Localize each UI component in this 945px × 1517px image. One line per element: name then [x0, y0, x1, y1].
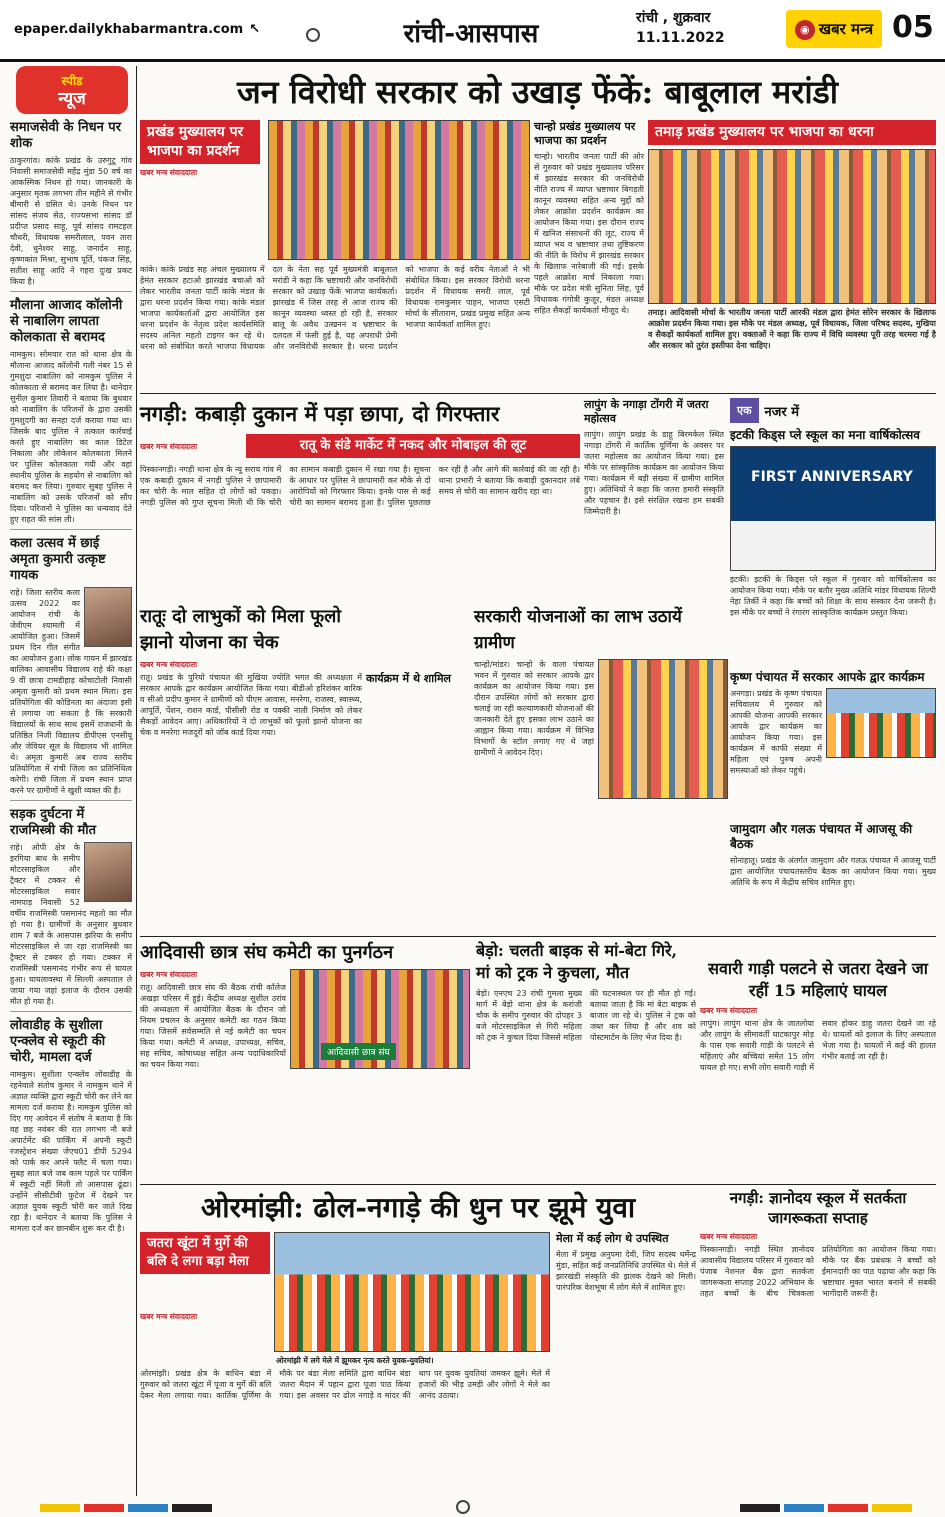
- left-story: कला उत्सव में छाई अमृता कुमारी उत्कृष्ट गायक राहे। जिला स्तरीय कला उत्सव 2022 का आयोजन रांची के जेवीएम श्यामली में आयोजित हुआ। जिसमें प्रथम दिन गीत संगीत का आयोजन हुआ। लोक गायन में झारखंड बालिका आवासीय विद्यालय राहे की कक्षा 9 वीं छात्रा टामडीहाड़ कोचाटोली निवासी अमृता कुमारी को प्रथम स्थान मिला। इस प्रतियोगिता की कोडिनता का अंदाजा इसी से लगाया जा सकता है कि सरकारी विद्यालयों के साथ साथ इसमें राजधानी के प्रतिष्ठित निजी विद्यालय डीपीएस एनसीयू और जेवियर सूल के विद्यालय भी शामिल थे। अमृता कुमारी अब राज्य स्तरीय प्रतियोगिता में रांची जिला का प्रतिनिधित्व करेगी। रांची जिला में प्रथम स्थान प्राप्त करने पर ग्रामीणों ने खुशी व्यक्त की है।: [10, 536, 132, 801]
- left-story: सड़क दुर्घटना में राजमिस्त्री की मौत राहे। ओपी क्षेत्र के इरगिया बाध के समीप मोटरसाइकिल और ट्रैक्टर में टक्कर से मोटरसाइकिल सवार नामपाड़ निवासी 52 वर्षीय राजमिस्त्री पसमानंद महतो का मौत हो गया है। ग्रामीणों के अनुसार बुधवार शाम 7 बजे के आसपास झरिया के समीप मोटरसाइकिल से जा रहा राजमिस्त्री का ट्रैक्टर से टक्कर हो गया। टक्कर में राजमिस्त्री पसमानंद गंभीर रूप से घायल हुआ। घायलावस्था में सिल्ली अस्पताल ले जाया गया जहां इलाज के दौरान उसकी मौत हो गया है।: [10, 807, 132, 1012]
- portrait-photo: [84, 842, 132, 902]
- portrait-photo: [84, 587, 132, 647]
- panchayat-photo: [826, 688, 936, 758]
- bero-story: बेड़ो: चलती बाइक से मां-बेटा गिरे, मां को ट्रक ने कुचला, मौत बेड़ो। एनएच 23 रांची गुमला मुख्य मार्ग में बेड़ो थाना क्षेत्र के करांजी चौक के समीप गुरुवार की दोपहर 3 बजे मोटरसाइकिल से गिरी महिला को ट्रक ने कुचल दिया जिससे महिला की घटनास्थल पर ही मौत हो गई। बताया जाता है कि मां बेटा बाइक से बाजार जा रहे थे। पुलिस ने ट्रक को जब्त कर लिया है और शव को पोस्टमार्टम के लिए भेज दिया है।: [476, 941, 696, 1042]
- brand-logo: ◉ खबर मन्त्र: [786, 10, 882, 48]
- registration-mark-icon: [306, 28, 320, 42]
- main-headline: जन विरोधी सरकार को उखाड़ फेंकें: बाबूलाल मरांडी: [236, 73, 839, 111]
- student-group-photo: आदिवासी छात्र संघ: [290, 969, 470, 1069]
- registration-mark-icon: [456, 1500, 470, 1514]
- sarkari-story: सरकारी योजनाओं का लाभ उठायें ग्रामीण चान्हो/मांडर। चान्हो के वाला पंचायत भवन में गुरुवार को सरकार आपके द्वार कार्यक्रम का आयोजन किया गया। इस दौरान उपस्थित लोगों को सरकार द्वारा चलाई जा रही कल्याणकारी योजनाओं की जानकारी देते हुए इसका लाभ उठाने का आह्वान किया गया। कार्यक्रम में विभिन्न विभागों के स्टॉल लगाए गए थे जहां ग्रामीणों ने आवेदन दिए।: [474, 604, 728, 934]
- left-news-column: [10, 66, 132, 1496]
- cursor-icon: ↖: [249, 22, 261, 37]
- edition-date: रांची , शुक्रवार 11.11.2022: [636, 10, 725, 46]
- brand-mark-icon: ◉: [795, 20, 815, 40]
- page-header: [0, 0, 945, 62]
- ek-nazar-column: एक नजर में इटकी किड्स प्ले स्कूल का मना वार्षिकोत्सव FIRST ANNIVERSARY इटकी। इटकी के किड्स प्ले स्कूल में गुरुवार को वार्षिकोत्सव का आयोजन किया गया। मौके पर बतौर मुख्य अतिथि मांडर विधायक शिल्पी नेहा तिर्की ने कहा कि बच्चों को शिक्षा के साथ संस्कार देना जरूरी है। इस मौके पर बच्चों ने रंगारंग सांस्कृतिक कार्यक्रम प्रस्तुत किया। कृष्ण पंचायत में सरकार आपके द्वार कार्यक्रम अनगड़ा। प्रखंड के कृष्ण पंचायत सचिवालय में गुरुवार को आपकी योजना आपकी सरकार आपके द्वार कार्यक्रम का आयोजन किया गया। इस कार्यक्रम में काफी संख्या में महिला एवं पुरुष अपनी समस्याओं को लेकर पहुंचे। जामुदाग और गलऊ पंचायत में आजसू की बैठक सोनाहातू। प्रखंड के अंतर्गत जामुदाग और गलऊ पंचायत में आजसू पार्टी द्वारा आयोजित पंचायतस्तरीय बैठक का आयोजन किया गया। मुख्य अतिथि के रूप में केंद्रीय सचिव शामिल हुए।: [730, 398, 936, 953]
- sawari-story: सवारी गाड़ी पलटने से जतरा देखने जा रहीं 15 महिलाएं घायल खबर मन्त्र संवाददाता लापुंग। लापुंग थाना क्षेत्र के जातलोया और लापुंग के सीमावर्ती घाटकापुर मोड़ के पास एक सवारी गाड़ी के पलटने से महिलाएं और बच्चियां समेत 15 लोग घायल हो गए। सभी लोग सवारी गाड़ी में सवार होकर डाहु जतरा देखने जा रहे थे। घायलों को इलाज के लिए अस्पताल भेजा गया है। घायलों में कई की हालत गंभीर बताई जा रही है।: [700, 959, 936, 1072]
- left-story: लोवाडीह के सुशीला एन्क्लेव से स्कूटी की चोरी, मामला दर्ज नामकुम। सुशीला एन्क्लेव लोवाडीह के रहनेवाले संतोष कुमार ने नामकुम थाने में अज्ञात व्यक्ति द्वारा स्कूटी चोरी कर लेने का मामला दर्ज कराया है। नामकुम पुलिस को दिए गए आवेदन में संतोष ने बताया है कि वह छह नवंबर की रात लगभग नौ बजे अपार्टमेंट की पार्किंग में अपनी स्कूटी रजस्ट्रेशन संख्या जेएच01 डीपी 5294 को पार्क कर अपने फ्लैट में चला गया। सुबह सात बजे जब काम पहले पर पार्किंग में स्कूटी नहीं मिली तो आसपास ढूंढा। उन्होंने सीसीटीवी फुटेज में देखने पर अज्ञात युवक स्कूटी चोरी कर जाते दिख रहा है। थानेदार ने बताया कि पुलिस ने मामला दर्ज कर छानबीन शुरू कर दी है।: [10, 1018, 132, 1233]
- protest-photo: [268, 120, 530, 260]
- nagri-raid-story: नगड़ी: कबाड़ी दुकान में पड़ा छापा, दो गिरफ्तार रातू के संडे मार्केट में नकद और मोबाइल की लूट खबर मन्त्र संवाददाता पिस्कानगड़ी। नगड़ी थाना क्षेत्र के न्यू सराय गांव में एक कबाड़ी दुकान में नगड़ी पुलिस ने छापामारी कर चोरी के माल सहित दो लोगों को पकड़ा। नगड़ी पुलिस को गुप्त सूचना मिली थी कि चोरी का सामान कबाड़ी दुकान में रखा गया है। सूचना के आधार पर पुलिस ने छापामारी कर मौके से दो आरोपियों को गिरफ्तार किया। इनके पास से कई चोरी का सामान बरामद हुआ है। पुलिस पूछताछ कर रही है और आगे की कार्रवाई की जा रही है। थाना प्रभारी ने बताया कि कबाड़ी दुकानदार लंबे समय से चोरी का सामान खरीद रहा था।: [140, 401, 580, 507]
- story-label: प्रखंड मुख्यालय पर भाजपा का प्रदर्शन: [140, 120, 260, 164]
- ormanjhi-story: ओरमांझी: ढोल-नगाड़े की धुन पर झूमे युवा जतरा खूंटा में मुर्गे की बलि दे लगा बड़ा मेला ओरमांझी में लगे मेले में झूमकर नृत्य करते युवक-युवतियां। खबर मन्त्र संवाददाता ओरमांझी। प्रखंड क्षेत्र के बाधिन बंडा में गुरुवार को जतरा खूंटा में पूजा व मुर्गे की बलि देकर मेला लगाया गया। कार्तिक पूर्णिमा के मौके पर बंडा मेला समिति द्वारा बाधिन बंडा जतरा मैदान में पहान द्वारा पूजा पाठ किया गया। इस अवसर पर ढोल नगाड़े व मांदर की थाप पर युवक युवतियां जमकर झूमे। मेले में हजारों की भीड़ उमड़ी और लोगों ने मेले का आनंद उठाया। मेला में कई लोग थे उपस्थित मेला में प्रमुख अनुपमा देवी, जिप सदस्य धर्मेन्द्र मुंडा, सहित कई जनप्रतिनिधि उपस्थित थे। मेले में झारखंडी संस्कृति की झलक देखने को मिली। पारंपरिक वेशभूषा में लोग मेले में शामिल हुए।: [140, 1191, 696, 1400]
- site-url[interactable]: epaper.dailykhabarmantra.com ↖: [14, 22, 261, 37]
- left-story: मौलाना आजाद कॉलोनी से नाबालिग लापता कोलकाता से बरामद नामकुम। सोमवार रात को थाना क्षेत्र के मौलाना आजाद कॉलोनी गली नंबर 15 से गुमशुदा नाबालिग को नामकुम पुलिस ने कोलकाता से बरामद कर लिया है। थानेदार सुनील कुमार तिवारी ने बताया कि बुधवार को नाबालिग के परिजनों के द्वारा उसकी गुमशुदगी का सनहा दर्ज कराया गया था। जिसके बाद पुलिस ने तत्काल कार्रवाई करते हुए नाबालिग का काल डिटेल निकाला और लोकेशन कोलकाता मिलने पर पुलिस कोलकाता गयी और वहां स्थानीय पुलिस के सहयोग से नाबालिग को बरामद कर लिया। गुरुवार सुबह पुलिस ने नाबालिग को उसके परिजनों को सौंप दिया। परिजनों ने पुलिस का धन्यवाद देते हुए राहत की सांस ली।: [10, 298, 132, 530]
- left-story: समाजसेवी के निधन पर शोक ठाकुरगांव। कांके प्रखंड के उरुगुटू गांव निवासी समाजसेवी महेंद्र मुंडा 50 वर्ष का आकस्मिक निधन हो गया। जानकारी के अनुसार मृतक लगभग तीन महीने से गंभीर बीमारी से ग्रसित थे। उनके निधन पर सांसद संजय सेठ, राज्यसभा सांसद डॉ प्रदीप्त प्रसाद साहू, पूर्व सांसद रामटहल चौधरी, विधायक समरीलाल, पवन तारा देवी, धुनेश्वर साहू, जनार्दन साहू, कृष्णकांत मिश्रा, सुभाष पूर्ति, पंकज सिंह, सतीश साहू आदि ने गहरा दुःख प्रकट किया है।: [10, 120, 132, 292]
- yojana-photo: [598, 659, 728, 799]
- nagri-school-story: नगड़ी: ज्ञानोदय स्कूल में सतर्कता जागरूकता सप्ताह खबर मन्त्र संवाददाता पिस्कानगड़ी। नगड़ी स्थित ज्ञानोदय आवासीय विद्यालय परिसर में गुरुवार को पंजाब नेशनल बैंक द्वारा सतर्कता जागरूकता सप्ताह 2022 अभियान के तहत बच्चों के बीच चित्रकला प्रतियोगिता का आयोजन किया गया। मौके पर बैंक प्रबंधक ने बच्चों को ईमानदारी का पाठ पढ़ाया और कहा कि भ्रष्टाचार मुक्त भारत बनाने में सबकी भागीदारी जरूरी है।: [700, 1189, 936, 1298]
- edition-title: रांची-आसपास: [403, 19, 539, 49]
- tamar-story: तमाड़ प्रखंड मुख्यालय पर भाजपा का धरना तमाड़। आदिवासी मोर्चा के भारतीय जनता पार्टी आरकी मंडल द्वारा हेमंत सोरेन सरकार के खिलाफ आक्रोश प्रदर्शन किया गया। इस मौके पर मंडल अध्यक्ष, पूर्व विधायक, जिला परिषद सदस्य, मुखिया व सैकड़ों कार्यकर्ता शामिल हुए। वक्ताओं ने कहा कि राज्य में विधि व्यवस्था पूरी तरह चरमरा गई है और सरकार को तुरंत इस्तीफा देना चाहिए।: [648, 120, 936, 390]
- dance-photo: [274, 1232, 550, 1352]
- page-number: 05: [892, 10, 934, 45]
- lapung-jatra-story: लापुंग के नगाड़ा टोंगरी में जतरा महोत्सव लापुंग। लापुंग प्रखंड के डाहू बिरमकेल स्थित नगाड़ा टोंगरी में कार्तिक पूर्णिमा के अवसर पर जतरा महोत्सव का आयोजन किया गया। इस मौके पर सांस्कृतिक कार्यक्रम का आयोजन किया गया। कार्यक्रम में बड़ी संख्या में ग्रामीण शामिल हुए। अतिथियों ने कहा कि जतरा हमारी संस्कृति और पहचान है। इसे संरक्षित रखना हम सबकी जिम्मेदारी है।: [584, 398, 724, 516]
- ratu-market-subhead: रातू के संडे मार्केट में नकद और मोबाइल की लूट: [246, 434, 580, 458]
- ratu-scheme-story: रातूः दो लाभुकों को मिला फूलो झानो योजना का चेक खबर मन्त्र संवाददाता रातू। प्रखंड के पुरियो पंचायत की मुखिया ज्योति भगत की अध्यक्षता में सरकार आपके द्वार कार्यक्रम आयोजित किया गया। बीडीओ हरिशंकर बारिक व सीओ प्रदीप कुमार ने ग्रामीणों को पीएम आवास, मनरेगा, राजस्व, स्वास्थ्य, आपूर्ति, पेंशन, राशन कार्ड, पीसीसी रोड व पक्की नाली निर्माण को लेकर सैकड़ों आवेदन आए। अधिकारियों ने दो लाभुकों को फूलो झानो योजना का चेक व मनरेगा मजदूरों को जॉब कार्ड दिया गया।: [140, 606, 362, 737]
- kanke-story: प्रखंड मुख्यालय पर भाजपा का प्रदर्शन खबर मन्त्र संवाददाता कांके। कांके प्रखंड सह अंचल मुख्यालय में हेमंत सरकार हटाओ झारखंड बचाओ को लेकर भारतीय जनता पार्टी कांके मंडल के द्वारा धरना प्रदर्शन किया गया। कांके मंडल भाजपा कार्यकर्ताओं द्वारा आयोजित इस धरना प्रदर्शन के नेतृत्व प्रदेश कार्यसमिति सदस्य अनिल महतो टाइगर कर रहे थे। धरना को संबोधित करते भाजपा विधायक दल के नेता सह पूर्व मुख्यमंत्री बाबूलाल मरांडी ने कहा कि भ्रष्टाचारी और जनविरोधी सरकार को उखाड़ फेंकें भाजपा कार्यकर्ता। झारखंड में जिस तरह से आज राज्य की कानून व्यवस्था ध्वस्त हो रही है, सरकार बालू के अवैध उत्खनन व भ्रष्टाचार के दलदल में फंसी हुई है, यह अपराधी प्रेमी और जनविरोधी सरकार है। धरना प्रदर्शन को भाजपा के कई वरीय नेताओं ने भी संबोधित किया। इस सरकार विरोधी धरना प्रदर्शन में विधायक समरी लाल, पूर्व विधायक रामकुमार पाहन, भाजपा एसटी मोर्चा के सीताराम, प्रखंड प्रमुख सहित अन्य भाजपा कार्यकर्ता शामिल हुए।: [140, 120, 530, 390]
- speed-news-badge: स्पीड न्यूज: [16, 66, 128, 114]
- dharna-photo: [648, 149, 936, 304]
- adivasi-story: आदिवासी छात्र संघ कमेटी का पुनर्गठन आदिवासी छात्र संघ खबर मन्त्र संवाददाता रातू। आदिवासी छात्र संघ की बैठक रांची कॉलेज अखड़ा परिसर में हुई। केंद्रीय अध्यक्ष सुशील उरांव की अध्यक्षता में आयोजित बैठक के दौरान जो नियम प्रचलन के अनुसार कमेटी का गठन किया गया। जिसमें सर्वसम्मति से नई कमेटी का चयन किया गया। कमेटी में अध्यक्ष, उपाध्यक्ष, सचिव, सह सचिव, कोषाध्यक्ष सहित अन्य पदाधिकारियों का चयन किया गया।: [140, 940, 470, 1180]
- anniversary-photo: FIRST ANNIVERSARY: [730, 446, 936, 571]
- chanho-story: चान्हो प्रखंड मुख्यालय पर भाजपा का प्रदर्शन चान्हो। भारतीय जनता पार्टी की ओर से गुरुवार को प्रखंड मुख्यालय परिसर में झारखंड सरकार की जनविरोधी नीति राज्य में व्याप्त भ्रष्टाचार बिगड़ती कानून व्यवस्था सहित अन्य मुद्दों को लेकर आक्रोश प्रदर्शन कार्यक्रम का आयोजन किया गया। इस दौरान राज्य में खनिज संसाधनों की लूट, राज्य में व्याप्त भय व भ्रष्टाचार तथा तुष्टिकरण की नीति के विरोध में झारखंड सरकार के खिलाफ नारेबाजी की गई। इसके पहले आक्रोश मार्च निकाला गया। मौके पर प्रदेश मंत्री सुनिता सिंह, पूर्व विधायक गंगोत्री कुजूर, मंडल अध्यक्ष सहित सैकड़ों कार्यकर्ता मौजूद थे।: [534, 120, 644, 315]
- ratu-scheme-sidebar: कार्यक्रम में थे शामिल: [366, 672, 452, 685]
